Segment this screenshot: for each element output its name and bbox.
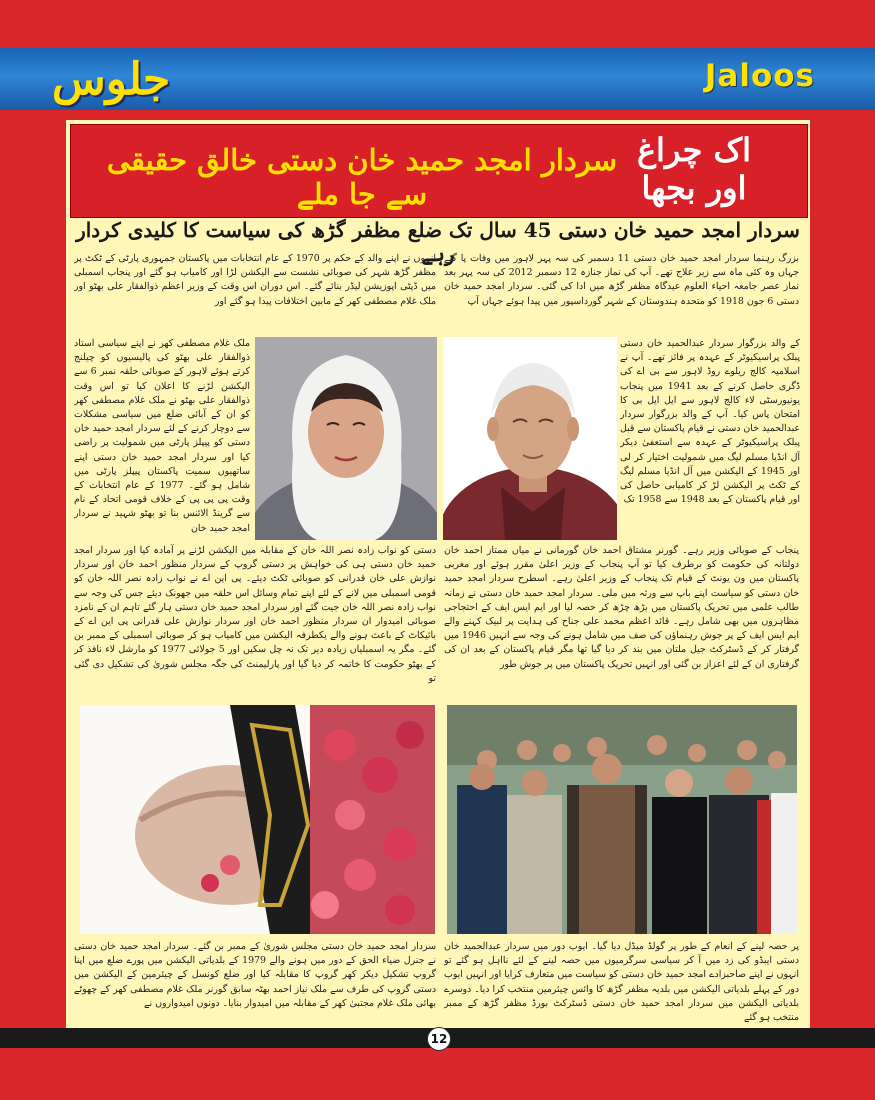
subheadline: سردار امجد حمید خان دستی 45 سال تک ضلع مظفر گڑھ کی سیاست کا کلیدی کردار رہے [76,218,800,266]
portrait-photo-man [443,337,617,540]
funeral-photo [80,705,435,934]
latin-logo: Jaloos [704,58,815,94]
column-text-right-mid: کے والد بزرگوار سردار عبدالحمید خان دستی پبلک پراسیکیوٹر کے عہدہ پر فائز تھے۔ آپ نے اسلامیہ کالج ریلوے روڈ لاہور سے بی اے کی ڈگری حاصل کرنے کے بعد 1941 میں پنجاب یونیورسٹی لاء کالج لاہور سے ایل ایل بی کا امتحان پاس کیا۔ آپ کے والد بزرگوار سردار عبدالحمید خان دستی نے قیام پاکستان سے قبل پبلک پراسیکیوٹر کے عہدہ سے استعفیٰ دیکر آل انڈیا مسلم لیگ میں شمولیت اختیار کر لی اور 1945 کے الیکشن میں آل انڈیا مسلم لیگ کے ٹکٹ پر الیکشن لڑ کر کامیابی حاصل کی اور قیام پاکستان کے بعد 1948 سے 1958 تک [620,338,800,506]
headline-kicker: اک چراغ اور بجھا [636,131,752,207]
column-text-right-bottom: پر حصہ لینے کے انعام کے طور پر گولڈ میڈل دیا گیا۔ ایوب دور میں سردار عبدالحمید خان دستی ایبڈو کی زد میں آ کر سیاسی سرگرمیوں میں حصہ لینے کے لئے نااہل ہو گئے تو انہوں نے اپنے صاحبزادے امجد حمید خان دستی کو سیاست میں متعارف کرایا اور انہیں ایوب دور کے پہلے بلدیاتی الیکشن میں بلدیہ مظفر گڑھ کا وائس چیئرمین منتخب کرا دیا۔ دوسرے بلدیاتی الیکشن میں سردار امجد حمید خان دستی ڈسٹرکٹ بورڈ مظفر گڑھ کے ممبر منتخب ہو گئے [444,941,799,1024]
urdu-logo: جلوس [52,54,171,105]
portrait-photo-woman [255,337,437,540]
column-text-left-mid: ملک غلام مصطفی کھر نے اپنے سیاسی استاد ذوالفقار علی بھٹو کی پالیسیوں کو چیلنج کرتے ہوئے لاہور کے صوبائی حلقہ نمبر 6 سے الیکشن لڑنے کا اعلان کیا تو اس وقت ذوالفقار علی بھٹو نے ملک غلام مصطفی کھر کو ان کے آبائی ضلع میں سیاسی مشکلات سے دوچار کرنے کے لئے سردار امجد حمید خان دستی کو پیپلز پارٹی میں شمولیت پر راضی کیا اور سردار امجد حمید خان دستی اپنے ساتھیوں سمیت پاکستان پیپلز پارٹی میں شامل ہو گئے۔ 1977 کے عام انتخابات کے وقت پی پی پی کے خلاف قومی اتحاد کے نام سے گرینڈ الائنس بنا تو بھٹو شہید نے سردار امجد حمید خان [74,338,250,534]
column-text-left-top: انہوں نے اپنے والد کے حکم پر 1970 کے عام انتخابات میں پاکستان جمہوری پارٹی کے ٹکٹ پر مظفر گڑھ شہر کی صوبائی نشست سے الیکشن لڑا اور کامیاب ہو گئے اور پنجاب اسمبلی میں ڈپٹی اپوزیشن لیڈر بنائے گئے۔ اس دوران اس وقت کے وزیر اعظم ذوالفقار علی بھٹو اور ملک غلام مصطفی کھر کے مابین اختلافات پیدا ہو گئے اور [74,253,436,307]
column-text-right-lower: پنجاب کے صوبائی وزیر رہے۔ گورنر مشتاق احمد خان گورمانی نے میاں ممتاز احمد خان دولتانہ کی حکومت کو برطرف کیا تو آپ پنجاب کے وزیر اعلیٰ مقرر ہوئے اور مغربی پاکستان میں ون یونٹ کے قیام تک پنجاب کے وزیر اعلیٰ رہے۔ اسطرح سردار امجد حمید خان دستی کو سیاست اپنے باپ سے ورثہ میں ملی۔ سردار امجد حمید خان دستی نے زمانہ طالب علمی میں تحریک پاکستان میں بڑھ چڑھ کر حصہ لیا اور ایم ایس ایف کے احتجاجی مظاہروں میں بھی شامل رہے۔ قائد اعظم محمد علی جناح کی ہدایت پر لبیک کہنے والے ایم ایس ایف کے پر جوش رہنماؤں کی صف میں شامل ہونے کی وجہ سے انہیں 1946 میں گرفتار کر کے ڈسٹرکٹ جیل ملتان میں بند کر دیا گیا تھا مگر قیام پاکستان کے بعد ان کی گرفتاری ان کے لئے اعزاز بن گئی اور انہیں تحریک پاکستان میں پر جوش طور [444,545,799,670]
prayer-crowd-photo [447,705,797,934]
column-text-right-top: بزرگ رہنما سردار امجد حمید خان دستی 11 دسمبر کی سہ پہر لاہور میں وفات پا گئے جہاں وہ کئی ماہ سے زیر علاج تھے۔ آپ کی نماز جنازہ 12 دسمبر 2012 کی سہ پہر بعد نماز عصر جامعہ احیاء العلوم عیدگاہ مظفر گڑھ میں ادا کی گئی۔ سردار امجد حمید خان دستی 6 جون 1918 کو متحدہ ہندوستان کے شہر گورداسپور میں پیدا ہوئے جہاں آپ [444,253,799,307]
headline-main: سردار امجد حمید خان دستی خالق حقیقی سے جا ملے [106,143,618,211]
top-red-bar [0,0,875,48]
headline-box [70,124,808,218]
column-text-left-bottom: سردار امجد حمید خان دستی مجلس شوریٰ کے ممبر بن گئے۔ سردار امجد حمید خان دستی نے جنرل ضیاء الحق کے دور میں ہونے والے 1979 کے بلدیاتی الیکشن میں پورے ضلع میں اپنا گروپ تشکیل دیکر کھر گروپ کا مقابلہ کیا اور ضلع کونسل کے چیئرمین کے الیکشن میں دستی گروپ کی طرف سے ملک نیاز احمد بھٹہ سابق گورنر ملک غلام مصطفی کھر کے چھوٹے بھائی ملک غلام مجتبیٰ کھر کے مقابلہ میں امیدوار بنایا۔ دونوں امیدواروں نے [74,941,436,1009]
column-text-left-lower: دستی کو نواب زادہ نصر اللہ خان کے مقابلہ میں الیکشن لڑنے پر آمادہ کیا اور سردار امجد حمید خان دستی ہی کی خواہش پر دستی گروپ کے سردار منظور احمد خان اور سردار نوازش علی خان قدرانی کو صوبائی ٹکٹ دیئے۔ پی این اے نے نواب زادہ نصر اللہ خان کو قومی اسمبلی میں لانے کے لئے اپنے تمام وسائل اس حلقہ میں جھونک دیئے جس کی وجہ سے نواب زادہ نصر اللہ خان جیت گئے اور سردار امجد حمید خان دستی ہار گئے تاہم ان کے نامزد صوبائی امیدوار ان سردار منظور احمد خان اور سردار نوازش علی قدرانی پی این اے کے بائیکاٹ کے باعث ہونے والے یکطرفہ الیکشن میں کامیاب ہو کر صوبائی اسمبلی کے ممبر بن گئے۔ مگر یہ اسمبلیاں زیادہ دیر تک نہ چل سکیں اور 5 جولائی 1977 کو مارشل لاء نافذ کر کے بھٹو حکومت کا خاتمہ کر دیا گیا اور پارلیمنٹ کی جگہ مجلس شوریٰ کی تشکیل دی گئی تو [74,545,436,684]
page-number: 12 [427,1027,451,1051]
